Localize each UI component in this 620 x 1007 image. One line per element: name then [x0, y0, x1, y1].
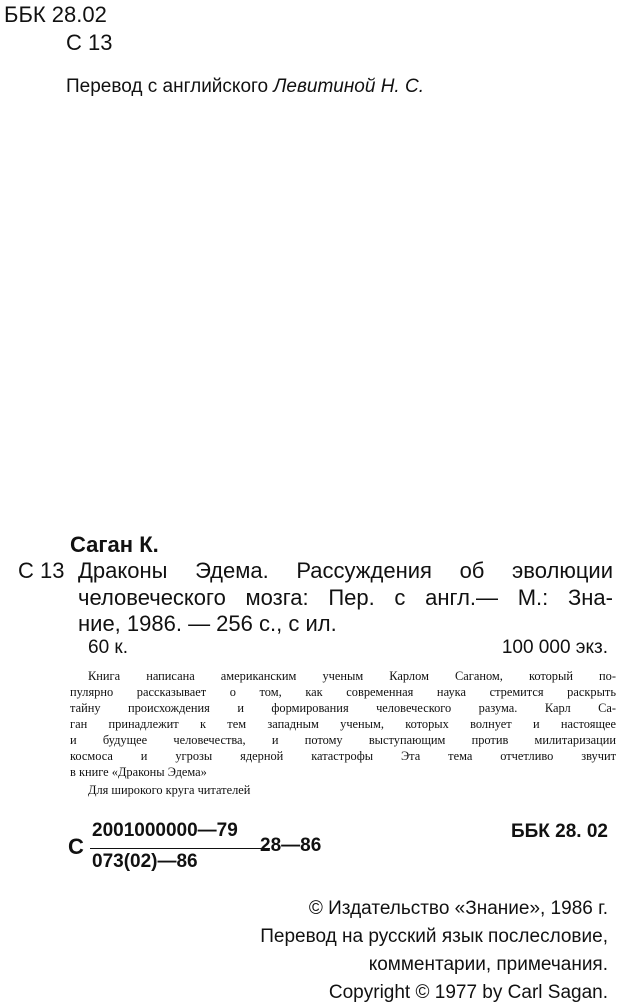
entry-print-run: 100 000 экз. [501, 637, 608, 658]
annotation-line-2: пулярно рассказывает о том, как современная наука стремится раскрыть [70, 685, 616, 699]
copyright-original: Copyright © 1977 by Carl Sagan. [328, 982, 608, 1003]
author-index-top: С 13 [66, 30, 113, 55]
annotation-line-1: Книга написана американским ученым Карлом Саганом, который по- [88, 669, 616, 683]
copyright-publisher: © Издательство «Знание», 1986 г. [308, 898, 608, 919]
translator-name: Левитиной Н. С. [273, 76, 424, 97]
bbk-code-bottom: ББК 28. 02 [510, 821, 608, 842]
formula-fraction-line [90, 848, 270, 849]
annotation-line-7: в книге «Драконы Эдема» [70, 765, 207, 779]
translation-note [66, 76, 424, 98]
copyright-commentary: комментарии, примечания. [368, 954, 608, 975]
entry-title-line-1: Драконы Эдема. Рассуждения об эволюции [78, 558, 613, 583]
entry-title-line-3: ние, 1986. — 256 с., с ил. [78, 611, 337, 636]
entry-author: Саган К. [70, 532, 159, 557]
formula-letter: С [68, 834, 84, 859]
annotation-line-5: и будущее человечества, и потому выступающим против милитаризации [70, 733, 616, 747]
annotation-audience: Для широкого круга читателей [88, 783, 251, 797]
annotation-line-4: ган принадлежит к тем западным ученым, которых волнует и настоящее [70, 717, 616, 731]
formula-denominator: 073(02)—86 [92, 851, 198, 872]
formula-suffix: 28—86 [260, 835, 322, 856]
bbk-code-top: ББК 28.02 [4, 2, 107, 27]
copyright-translation: Перевод на русский язык послесловие, [260, 926, 608, 947]
entry-index: С 13 [18, 558, 65, 583]
entry-price: 60 к. [88, 637, 129, 658]
formula-numerator: 2001000000—79 [92, 820, 238, 841]
entry-title-line-2: человеческого мозга: Пер. с англ.— М.: Зна- [78, 585, 613, 610]
annotation-line-6: космоса и угрозы ядерной катастрофы Эта тема отчетливо звучит [70, 749, 616, 763]
catalog-formula [68, 820, 348, 880]
annotation-line-3: тайну происхождения и формирования человеческого разума. Карл Са- [70, 701, 616, 715]
copyright-block [260, 895, 608, 1007]
translation-prefix: Перевод с английского [66, 76, 269, 97]
